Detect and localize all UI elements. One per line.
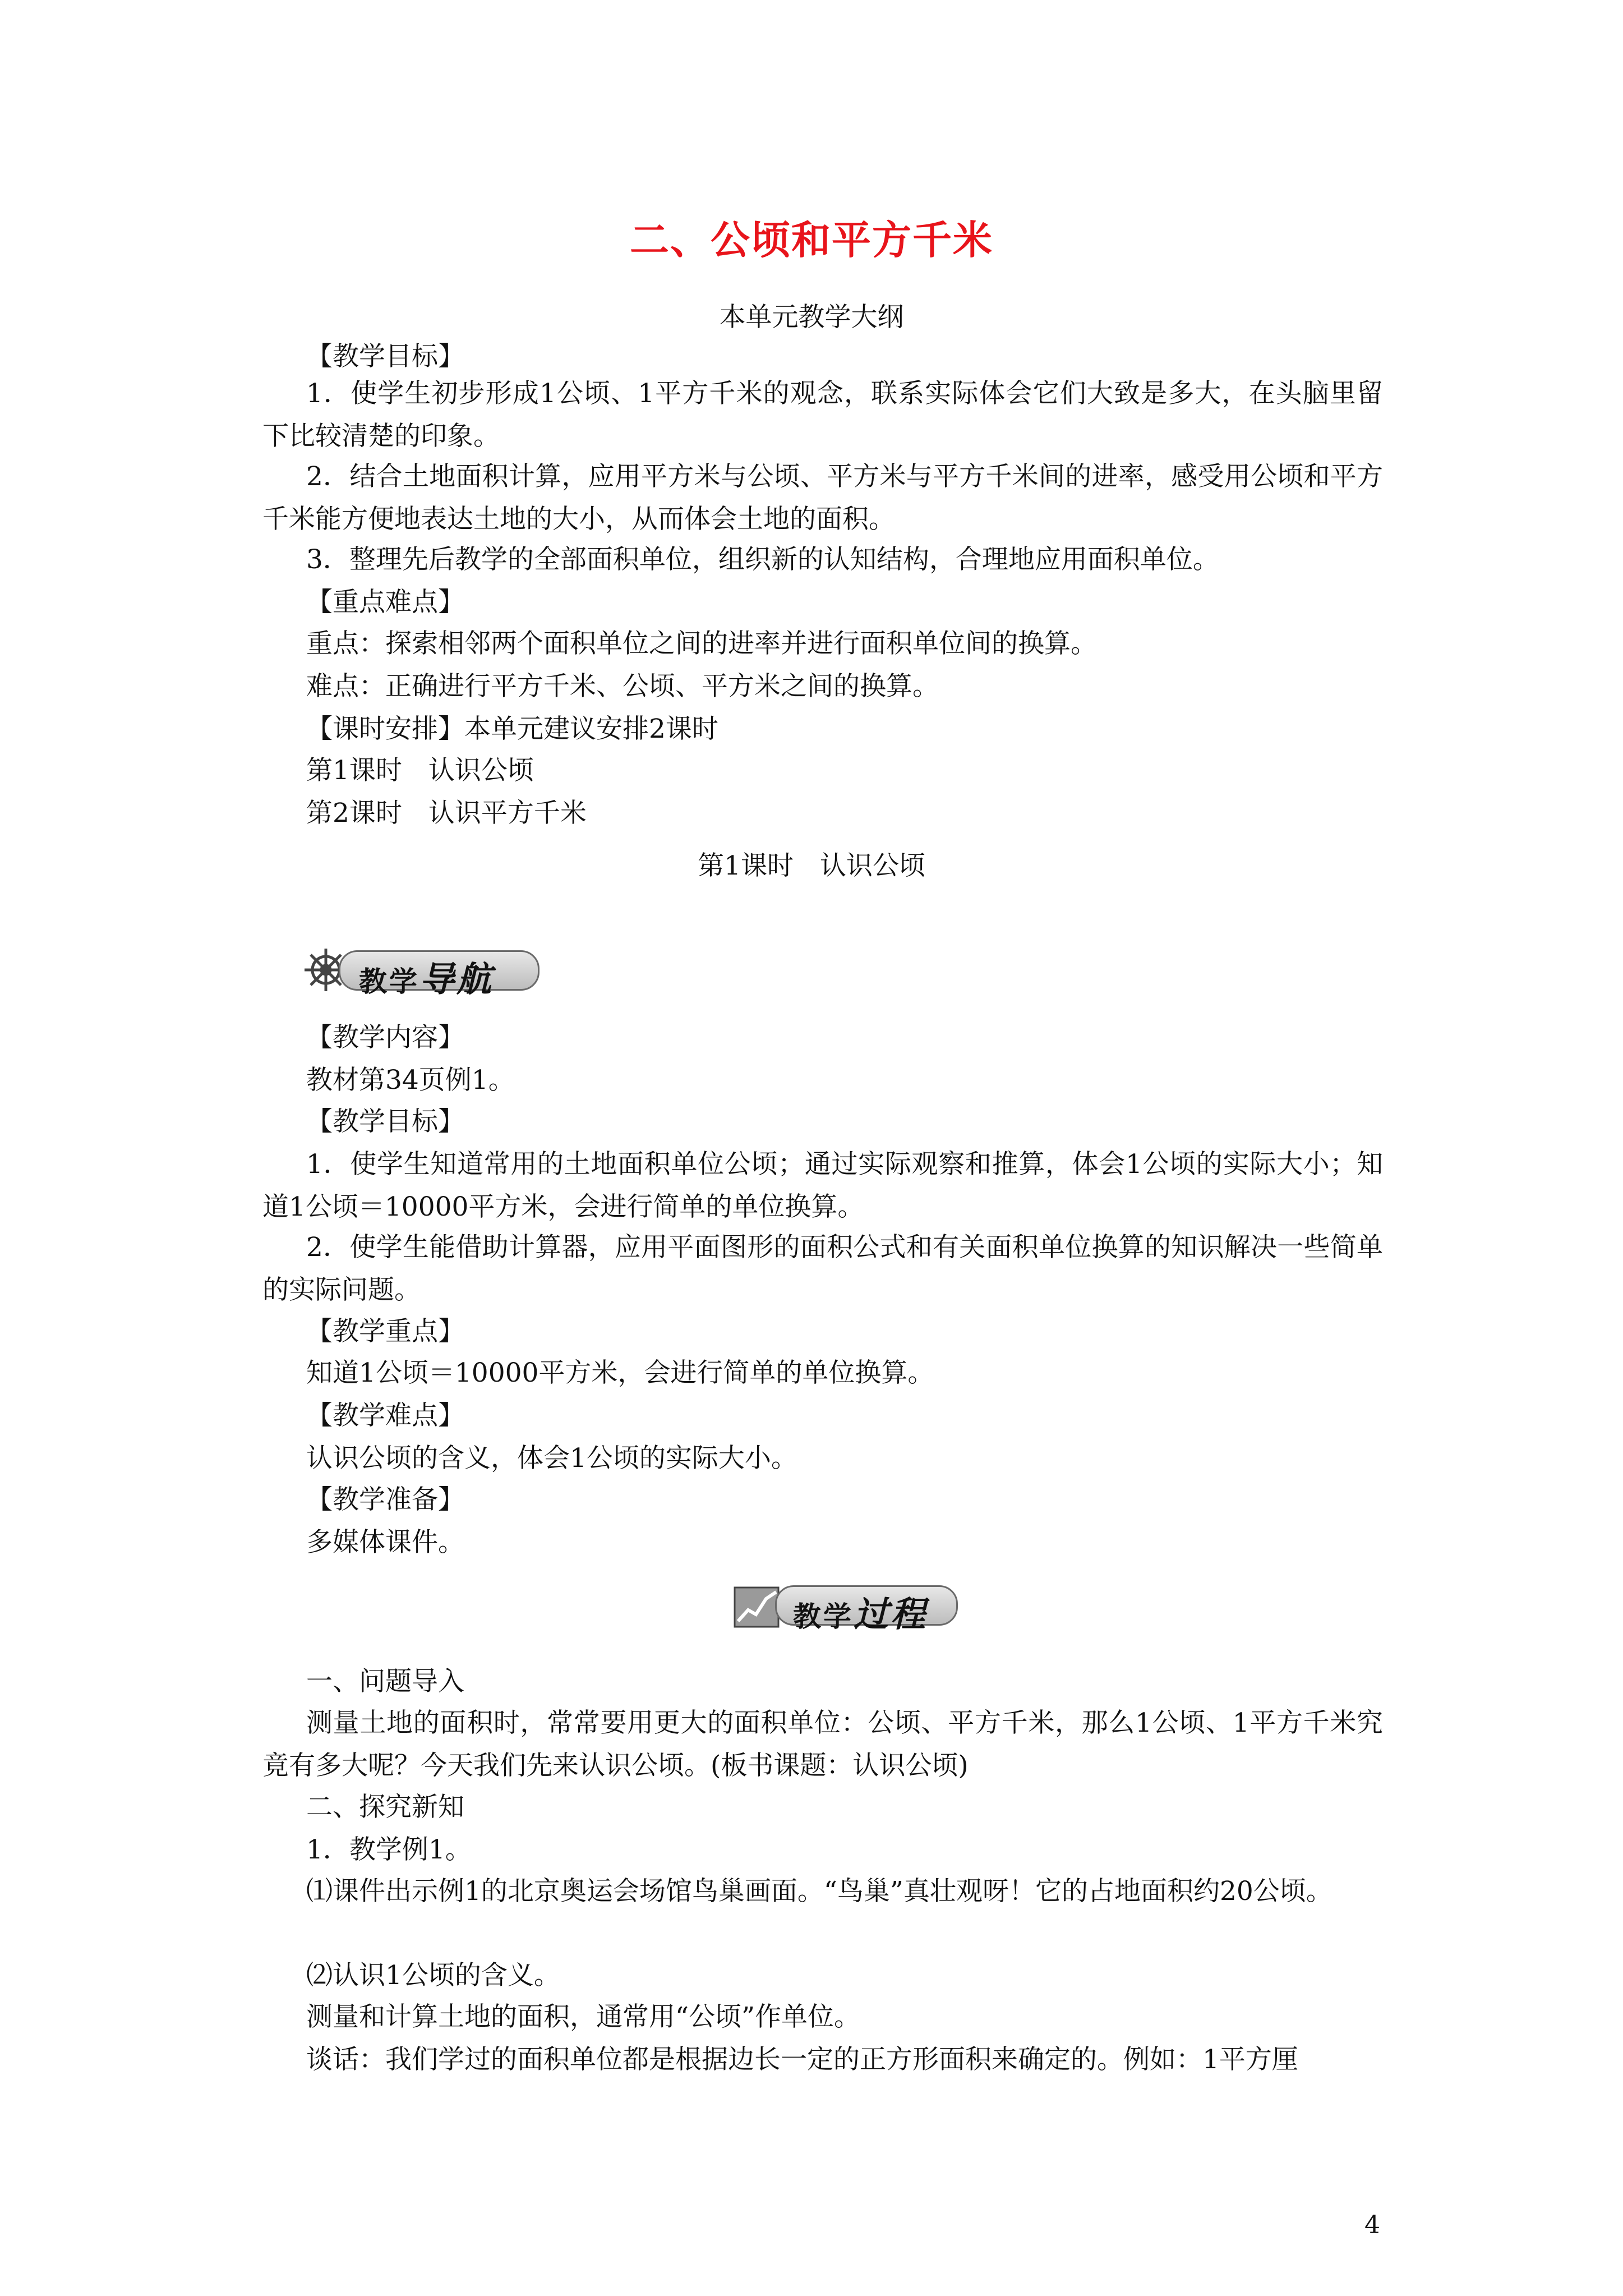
- outline-lesson-2: 第2课时 认识平方千米: [306, 798, 587, 829]
- outline-difficulty: 难点：正确进行平方千米、公顷、平方米之间的换算。: [306, 671, 939, 702]
- lesson-content-heading: 【教学内容】: [306, 1022, 464, 1053]
- banner-text-b: 学: [823, 1600, 854, 1633]
- lesson-diff: 认识公顷的含义，体会1公顷的实际大小。: [306, 1443, 797, 1474]
- lesson-prep-heading: 【教学准备】: [306, 1484, 464, 1515]
- outline-goal-1: 1．使学生初步形成1公顷、1平方千米的观念，联系实际体会它们大致是多大，在头脑里留下比较清楚的印象。: [262, 378, 1383, 452]
- teaching-nav-banner: [303, 942, 538, 1000]
- lesson-key: 知道1公顷＝10000平方米，会进行简单的单位换算。: [306, 1358, 934, 1388]
- lesson-title: 第1课时 认识公顷: [698, 850, 925, 881]
- banner-text-b: 学: [389, 965, 419, 998]
- lesson-diff-heading: 【教学难点】: [306, 1400, 464, 1431]
- lesson-key-heading: 【教学重点】: [306, 1316, 464, 1347]
- outline-goal-3: 3．整理先后教学的全部面积单位，组织新的认知结构，合理地应用面积单位。: [306, 544, 1219, 575]
- page-title: 二、公顷和平方千米: [630, 217, 993, 263]
- outline-schedule: 【课时安排】本单元建议安排2课时: [306, 714, 718, 744]
- process-s1-heading: 一、问题导入: [306, 1666, 464, 1697]
- process-item-1a: ⑴课件出示例1的北京奥运会场馆鸟巢画面。“鸟巢”真壮观呀！它的占地面积约20公顷。: [306, 1876, 1332, 1907]
- process-item-1: 1．教学例1。: [306, 1834, 472, 1865]
- lesson-goals-heading: 【教学目标】: [306, 1106, 464, 1137]
- teaching-process-banner: [731, 1577, 956, 1635]
- process-s1-text: 测量土地的面积时，常常要用更大的面积单位：公顷、平方千米，那么1公顷、1平方千米究竟有多大呢？今天我们先来认识公顷。(板书课题：认识公顷): [262, 1708, 1383, 1781]
- outline-lesson-1: 第1课时 认识公顷: [306, 755, 534, 786]
- banner-text-d: 程: [891, 1594, 928, 1635]
- lesson-goal-2: 2．使学生能借助计算器，应用平面图形的面积公式和有关面积单位换算的知识解决一些简单的实际问题。: [262, 1232, 1383, 1305]
- process-item-1b: ⑵认识1公顷的含义。: [306, 1960, 560, 1991]
- growth-chart-icon: [731, 1582, 782, 1628]
- process-item-1c: 测量和计算土地的面积，通常用“公顷”作单位。: [306, 2001, 861, 2032]
- lesson-goal-1: 1．使学生知道常用的土地面积单位公顷；通过实际观察和推算，体会1公顷的实际大小；知道1公顷＝10000平方米，会进行简单的单位换算。: [262, 1149, 1383, 1222]
- banner-text-a: 教: [359, 965, 389, 998]
- lesson-content: 教材第34页例1。: [306, 1065, 515, 1096]
- process-s2-heading: 二、探究新知: [306, 1792, 464, 1823]
- banner-text-a: 教: [793, 1600, 823, 1633]
- banner-text-c: 过: [854, 1594, 891, 1635]
- outline-subtitle: 本单元教学大纲: [719, 302, 904, 333]
- outline-goal-2: 2．结合土地面积计算，应用平方米与公顷、平方米与平方千米间的进率，感受用公顷和平方千米能方便地表达土地的大小，从而体会土地的面积。: [262, 461, 1383, 535]
- outline-key-point: 重点：探索相邻两个面积单位之间的进率并进行面积单位间的换算。: [306, 628, 1097, 659]
- outline-goals-heading: 【教学目标】: [306, 341, 464, 372]
- lesson-prep: 多媒体课件。: [306, 1527, 464, 1558]
- process-item-1d: 谈话：我们学过的面积单位都是根据边长一定的正方形面积来确定的。例如：1平方厘: [306, 2044, 1298, 2075]
- banner-text-c: 导: [419, 959, 457, 1000]
- outline-key-heading: 【重点难点】: [306, 587, 464, 618]
- banner-text-d: 航: [457, 959, 494, 1000]
- page-number: 4: [1364, 2211, 1380, 2239]
